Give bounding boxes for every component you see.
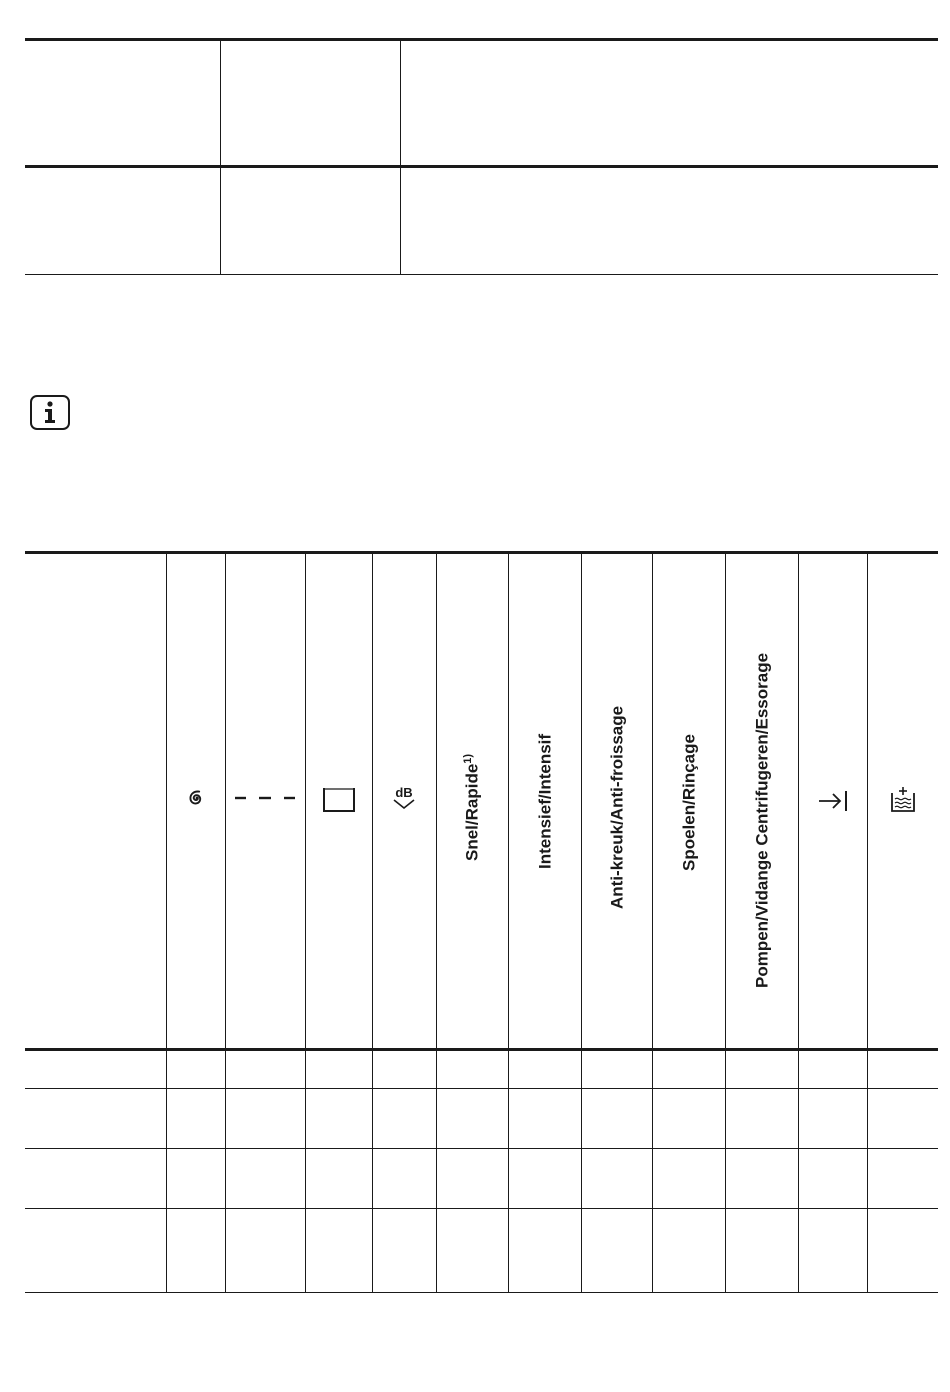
column-header [305, 554, 372, 1048]
column-header [225, 554, 305, 1048]
db-label: dB [395, 785, 413, 800]
column-header-anti-kreuk [581, 554, 652, 1048]
table-rule-bottom [25, 274, 938, 275]
options-table [25, 551, 938, 1293]
table-row [25, 1149, 938, 1208]
table-row [25, 1209, 938, 1292]
arrow-to-bar-icon [818, 790, 848, 812]
table-row [25, 1089, 938, 1148]
column-label: Anti-kreuk/Anti-froissage [607, 705, 626, 909]
extra-water-icon [890, 787, 916, 813]
column-label: Pompen/Vidange Centrifugeren/Essorage [752, 652, 771, 988]
column-header [798, 554, 867, 1048]
table-row [25, 168, 938, 274]
table-rule-bottom [25, 1292, 938, 1293]
spiral-icon [184, 786, 208, 810]
top-table [25, 38, 938, 275]
table-row [25, 1051, 938, 1088]
db-reduction-icon [392, 786, 416, 809]
column-label: Intensief/Intensif [535, 733, 554, 869]
column-label: Snel/Rapide$^{1)}$ [461, 753, 482, 861]
open-box-icon [322, 787, 356, 813]
column-header [867, 554, 938, 1048]
info-icon [30, 395, 70, 430]
column-header-spoelen [652, 554, 725, 1048]
column-header [372, 554, 436, 1048]
column-header-pompen [725, 554, 798, 1048]
column-header [166, 554, 225, 1048]
column-header-intensief [508, 554, 581, 1048]
table-row [25, 41, 938, 165]
column-label: Spoelen/Rinçage [679, 734, 698, 871]
column-header-snel-rapide [436, 554, 508, 1048]
dashed-line-icon [235, 795, 295, 801]
footnote-marker: 1) [461, 753, 474, 764]
